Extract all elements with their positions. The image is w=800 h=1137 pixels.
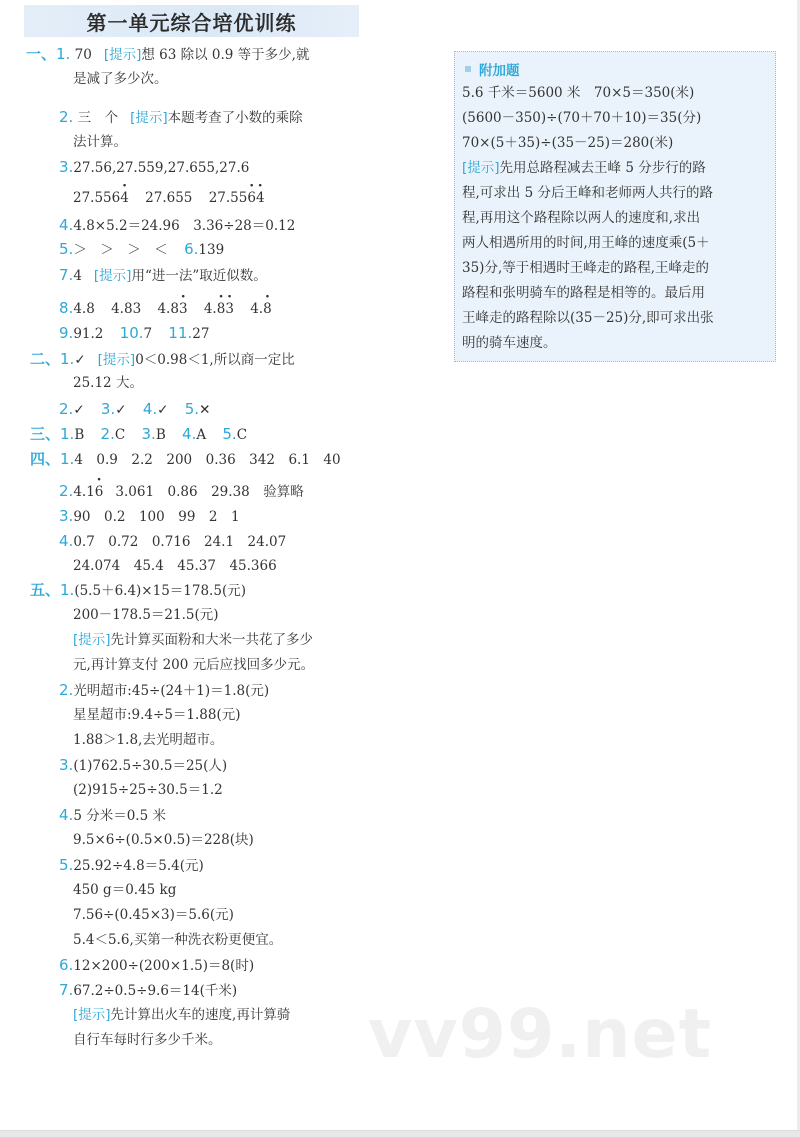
s5-q1 bbox=[30, 581, 246, 600]
answer: 0.7 0.72 0.716 24.1 24.07 bbox=[73, 534, 287, 550]
question-number: 4. bbox=[59, 532, 74, 550]
answer: 3.061 0.86 29.38 验算略 bbox=[115, 484, 304, 500]
repeating-digit: · 8 bbox=[263, 300, 272, 318]
s1-q7 bbox=[59, 266, 267, 285]
extra-hint-line: 程,再用这个路程除以两人的速度和,求出 bbox=[462, 210, 701, 226]
repeating-digit: · 6 bbox=[95, 483, 104, 501]
question-number: 4. bbox=[59, 806, 74, 824]
answer: 5 分米＝0.5 米 bbox=[73, 808, 166, 824]
extra-problem-box bbox=[454, 51, 776, 362]
extra-hint-line: 35)分,等于相遇时王峰走的路程,王峰走的 bbox=[462, 260, 710, 276]
s1-q1 bbox=[26, 45, 309, 64]
question-number: 1. bbox=[56, 45, 71, 63]
title-banner bbox=[24, 5, 359, 37]
s1-q1-cont: 是减了多少次。 bbox=[73, 71, 168, 87]
answer: ✓ bbox=[115, 402, 127, 418]
question-number: 6. bbox=[184, 240, 199, 258]
value: 4.8 bbox=[73, 301, 95, 317]
hint-text: 先用总路程减去王峰 5 分步行的路 bbox=[499, 160, 706, 176]
s1-q2-cont: 法计算。 bbox=[73, 134, 127, 150]
s5-q6 bbox=[59, 956, 254, 975]
answer: A bbox=[196, 427, 207, 443]
answer: 27.56,27.559,27.655,27.6 bbox=[73, 160, 250, 176]
value: 4. bbox=[250, 301, 264, 317]
question-number: 2. bbox=[59, 400, 74, 418]
repeating-digit: · 4 bbox=[120, 189, 129, 207]
s2-q2-q5 bbox=[59, 400, 210, 419]
hint-text: 0＜0.98＜1,所以商一定比 bbox=[135, 352, 295, 368]
s1-q8 bbox=[59, 299, 272, 318]
answer: 三 个 bbox=[77, 110, 119, 126]
value: 4.1 bbox=[73, 484, 95, 500]
s1-q3 bbox=[59, 158, 249, 177]
question-number: 6. bbox=[59, 956, 74, 974]
question-number: 5. bbox=[59, 856, 74, 874]
s4-q4 bbox=[59, 532, 286, 551]
answer: 67.2÷0.5÷9.6＝14(千米) bbox=[73, 983, 238, 999]
answer: 4 bbox=[73, 268, 82, 284]
answer: 91.2 bbox=[73, 326, 104, 342]
repeating-digit: · 3 bbox=[179, 300, 188, 318]
answer: ✓ bbox=[157, 402, 169, 418]
extra-line: 5.6 千米＝5600 米 70×5＝350(米) bbox=[462, 85, 695, 101]
question-number: 5. bbox=[184, 400, 200, 418]
hint-label: [提示] bbox=[462, 160, 500, 176]
section-label: 二、 bbox=[30, 350, 61, 368]
extra-hint-line: 王峰走的路程除以(35－25)分,即可求出张 bbox=[462, 310, 714, 326]
hint-text: 先计算买面粉和大米一共花了多少 bbox=[110, 632, 314, 648]
extra-hint-line: 路程和张明骑车的路程是相等的。最后用 bbox=[462, 285, 705, 301]
question-number: 2. bbox=[100, 425, 115, 443]
question-number: 2. bbox=[59, 108, 74, 126]
answer: 27 bbox=[192, 326, 210, 342]
question-number: 1. bbox=[60, 450, 75, 468]
repeating-digit: · 8 bbox=[217, 300, 226, 318]
hint-text: 本题考查了小数的乘除 bbox=[167, 110, 303, 126]
question-number: 1. bbox=[60, 350, 75, 368]
repeating-digit: · 4 bbox=[256, 189, 265, 207]
s2-q1 bbox=[30, 350, 295, 369]
answer: B bbox=[155, 427, 166, 443]
question-number: 3. bbox=[100, 400, 116, 418]
s5-q5-line-d: 5.4＜5.6,买第一种洗衣粉更便宜。 bbox=[73, 932, 283, 948]
s5-q1-hint-cont: 元,再计算支付 200 元后应找回多少元。 bbox=[73, 657, 315, 673]
s5-q1-line-b: 200－178.5＝21.5(元) bbox=[73, 607, 219, 623]
value: 4.83 bbox=[111, 301, 142, 317]
question-number: 3. bbox=[59, 507, 74, 525]
answer: 12×200÷(200×1.5)＝8(时) bbox=[73, 958, 255, 974]
s5-q3-line-b: (2)915÷25÷30.5＝1.2 bbox=[73, 782, 223, 798]
s2-q1-cont: 25.12 大。 bbox=[73, 375, 143, 391]
question-number: 11. bbox=[168, 324, 193, 342]
answer: ＞ ＞ ＞ ＜ bbox=[73, 242, 168, 258]
answer: (1)762.5÷30.5＝25(人) bbox=[73, 758, 228, 774]
question-number: 1. bbox=[60, 581, 75, 599]
extra-title-text: 附加题 bbox=[479, 63, 520, 79]
s1-q2 bbox=[59, 108, 303, 127]
extra-title bbox=[465, 59, 520, 79]
square-bullet-icon bbox=[465, 66, 471, 72]
question-number: 10. bbox=[119, 324, 144, 342]
s5-q7-hint-cont: 自行车每时行多少千米。 bbox=[73, 1032, 222, 1048]
value: 4.8 bbox=[157, 301, 179, 317]
s5-q3 bbox=[59, 756, 227, 775]
answer: 光明超市:45÷(24＋1)＝1.8(元) bbox=[73, 683, 270, 699]
hint-label: [提示] bbox=[93, 268, 132, 284]
s1-q5-q6 bbox=[59, 240, 224, 259]
watermark: vv99.net bbox=[368, 995, 713, 1074]
extra-hint-first bbox=[462, 159, 706, 177]
s5-q2-line-b: 星星超市:9.4÷5＝1.88(元) bbox=[73, 707, 241, 723]
answer: 4 0.9 2.2 200 0.36 342 6.1 40 bbox=[74, 452, 341, 468]
hint-label: [提示] bbox=[103, 47, 142, 63]
answer: B bbox=[74, 427, 85, 443]
hint-text: 用“进一法”取近似数。 bbox=[131, 268, 267, 284]
answer: C bbox=[236, 427, 248, 443]
extra-hint-line: 明的骑车速度。 bbox=[462, 335, 557, 351]
value: 27.55 bbox=[208, 190, 248, 206]
value: 4. bbox=[203, 301, 217, 317]
s5-q2 bbox=[59, 681, 269, 700]
s5-q2-line-c: 1.88＞1.8,去光明超市。 bbox=[73, 732, 224, 748]
question-number: 3. bbox=[59, 756, 74, 774]
page-title: 第一单元综合培优训练 bbox=[86, 10, 297, 35]
s5-q4 bbox=[59, 806, 166, 825]
question-number: 8. bbox=[59, 299, 74, 317]
answer: 70 bbox=[74, 47, 92, 63]
question-number: 2. bbox=[59, 681, 74, 699]
value: 27.655 bbox=[145, 190, 193, 206]
s1-q4 bbox=[59, 216, 295, 235]
s4-q1 bbox=[30, 450, 341, 469]
question-number: 2. bbox=[59, 482, 74, 500]
question-number: 5. bbox=[59, 240, 74, 258]
hint-text: 想 63 除以 0.9 等于多少,就 bbox=[141, 47, 310, 63]
section-label: 五、 bbox=[30, 581, 61, 599]
section-label: 一、 bbox=[26, 45, 57, 63]
question-number: 1. bbox=[60, 425, 75, 443]
s4-q4-line-b: 24.074 45.4 45.37 45.366 bbox=[73, 558, 277, 574]
question-number: 7. bbox=[59, 266, 74, 284]
value: 27.556 bbox=[73, 190, 121, 206]
s1-q9-q11 bbox=[59, 324, 209, 343]
question-number: 3. bbox=[59, 158, 74, 176]
hint-label: [提示] bbox=[130, 110, 168, 126]
answer: 25.92÷4.8＝5.4(元) bbox=[73, 858, 204, 874]
question-number: 7. bbox=[59, 981, 74, 999]
extra-hint-line: 两人相遇所用的时间,用王峰的速度乘(5＋ bbox=[462, 235, 710, 251]
s4-q3 bbox=[59, 507, 240, 526]
hint-label: [提示] bbox=[73, 632, 111, 648]
answer: 7 bbox=[143, 326, 153, 342]
question-number: 4. bbox=[142, 400, 158, 418]
s5-q5 bbox=[59, 856, 204, 875]
question-number: 4. bbox=[59, 216, 74, 234]
section-label: 三、 bbox=[30, 425, 61, 443]
section-label: 四、 bbox=[30, 450, 61, 468]
extra-line: 70×(5＋35)÷(35－25)＝280(米) bbox=[462, 135, 674, 151]
question-number: 3. bbox=[141, 425, 156, 443]
answer: 90 0.2 100 99 2 1 bbox=[73, 509, 240, 525]
s5-q4-line-b: 9.5×6÷(0.5×0.5)＝228(块) bbox=[73, 832, 254, 848]
question-number: 5. bbox=[222, 425, 237, 443]
question-number: 4. bbox=[182, 425, 197, 443]
hint-label: [提示] bbox=[97, 352, 136, 368]
s5-q5-line-c: 7.56÷(0.45×3)＝5.6(元) bbox=[73, 907, 234, 923]
page-edge-bottom bbox=[0, 1130, 800, 1137]
answer: ✓ bbox=[73, 402, 85, 418]
question-number: 9. bbox=[59, 324, 74, 342]
s5-q7 bbox=[59, 981, 237, 1000]
s5-q7-hint bbox=[73, 1006, 290, 1024]
hint-label: [提示] bbox=[73, 1007, 111, 1023]
s3-items bbox=[30, 425, 247, 444]
answer: C bbox=[114, 427, 126, 443]
answer: (5.5＋6.4)×15＝178.5(元) bbox=[74, 583, 246, 599]
s5-q1-hint bbox=[73, 631, 313, 649]
s4-q2 bbox=[59, 482, 304, 501]
answer: ✓ bbox=[74, 352, 86, 368]
repeating-digit: · 6 bbox=[247, 189, 256, 207]
hint-text: 先计算出火车的速度,再计算骑 bbox=[110, 1007, 291, 1023]
answer: 4.8×5.2＝24.96 3.36÷28＝0.12 bbox=[73, 218, 296, 234]
answer: ✕ bbox=[199, 402, 211, 418]
s1-q3-line-b bbox=[73, 189, 265, 207]
s5-q5-line-b: 450 g＝0.45 kg bbox=[73, 882, 177, 898]
extra-line: (5600－350)÷(70＋70＋10)＝35(分) bbox=[462, 110, 702, 126]
extra-hint-line: 程,可求出 5 分后王峰和老师两人共行的路 bbox=[462, 185, 713, 201]
repeating-digit: · 3 bbox=[225, 300, 234, 318]
answer: 139 bbox=[198, 242, 225, 258]
